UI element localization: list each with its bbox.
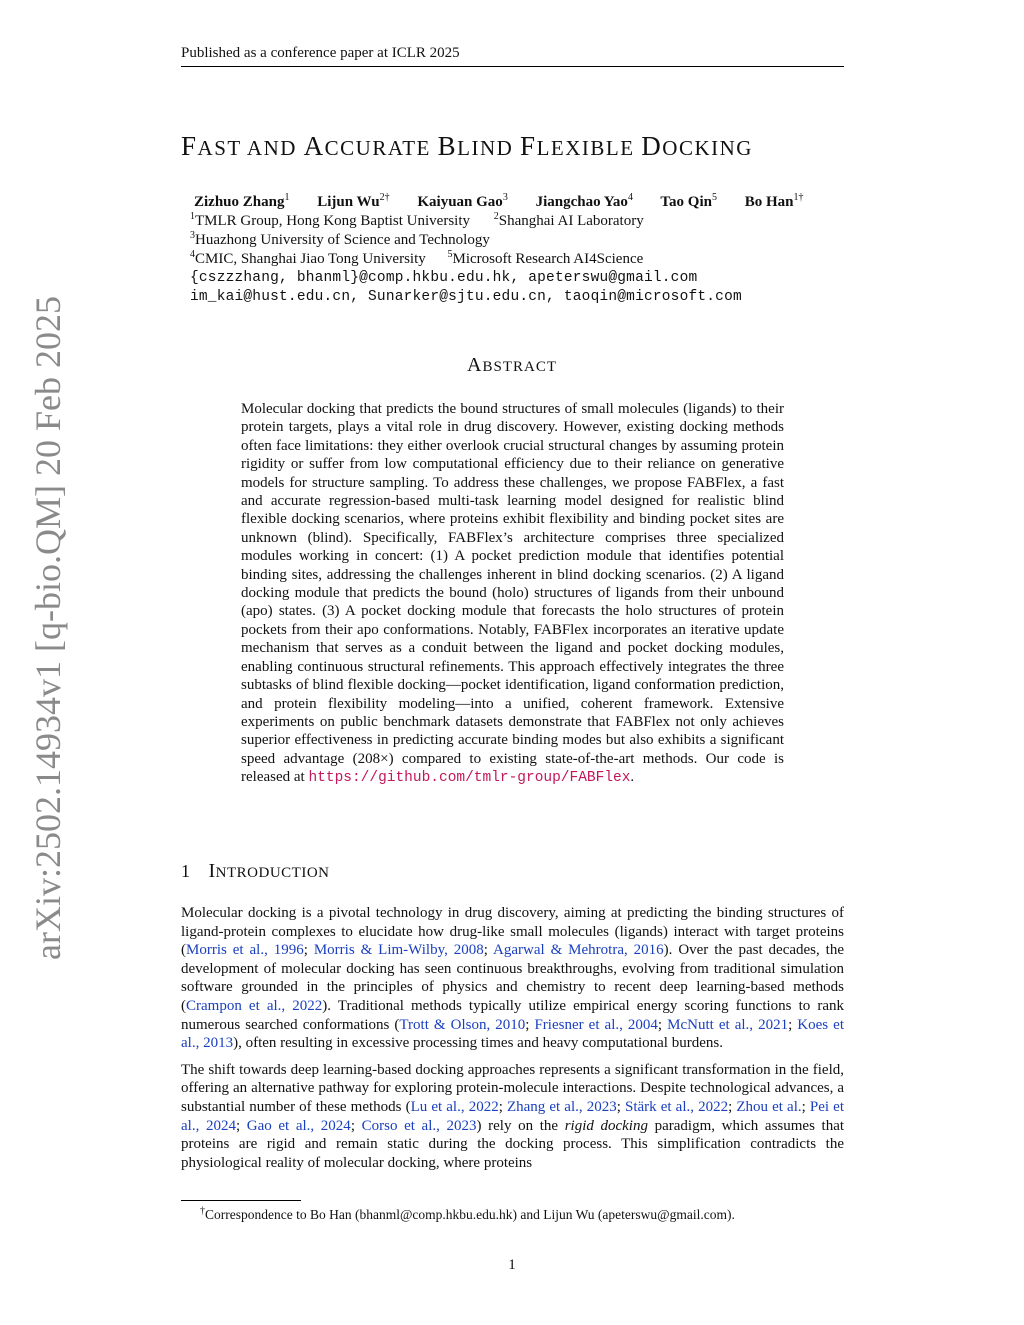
introduction-body — [181, 904, 844, 1180]
footnote-divider — [181, 1200, 301, 1201]
citation-link[interactable]: Pei et al., 2024 — [181, 1098, 844, 1134]
citation-link[interactable]: McNutt et al., 2021 — [667, 1016, 789, 1033]
affiliation-line: $^3$Huazhong University of Science and Technology — [190, 230, 490, 248]
citation-link[interactable]: Corso et al., 2023 — [361, 1117, 477, 1134]
citation-link[interactable]: Koes et al., 2013 — [181, 1016, 844, 1052]
citation-link[interactable]: Morris et al., 1996 — [186, 942, 304, 959]
arxiv-watermark: arXiv:2502.14934v1 [q-bio.QM] 20 Feb 2025 — [28, 296, 68, 960]
citation-link[interactable]: Friesner et al., 2004 — [534, 1016, 658, 1033]
footnote: †Correspondence to Bo Han (bhanml@comp.hkbu.edu.hk) and Lijun Wu (apeterswu@gmail.com). — [200, 1205, 735, 1222]
page-number: 1 — [508, 1257, 516, 1273]
citation-link[interactable]: Zhang et al., 2023 — [506, 1098, 617, 1115]
author: Zizhuo Zhang$^1$ — [194, 192, 290, 210]
author: Bo Han$^{1\dagger}$ — [744, 192, 804, 210]
citation-link[interactable]: Morris & Lim-Wilby, 2008 — [313, 942, 484, 959]
abstract-body: Molecular docking that predicts the bound structures of small molecules (ligands) to their protein targets, plays a vital role in drug discovery. However, existing docking methods often face limitations: they either overlook crucial structural changes by assuming protein rigidity or suffer from low computational efficiency due to their reliance on generative models for structure sampling. To address these challenges, we propose FABFlex, a fast and accurate regression-based multi-task learning model designed for realistic blind flexible docking scenarios, where proteins exhibit flexibility and binding pocket sites are unknown (blind). Specifically, FABFlex’s architecture comprises three specialized modules working in concert: (1) A pocket prediction module that identifies potential binding sites, addressing the challenges inherent in blind docking scenarios. (2) A ligand docking module that predicts the bound (holo) structures of ligands from their unbound (apo) states. (3) A pocket docking module that forecasts the holo structures of protein pockets from their apo conformations. Notably, FABFlex incorporates an iterative update mechanism that serves as a conduit between the ligand and pocket docking modules, enabling continuous structural refinements. This approach effectively integrates the three subtasks of blind flexible docking—pocket identification, ligand conformation prediction, and protein flexibility modeling—into a unified, coherent framework. Extensive experiments on public benchmark datasets demonstrate that FABFlex not only achieves superior effectiveness in predicting accurate binding modes but also exhibits a significant speed advantage (208×) compared to existing state-of-the-art methods. Our code is released at https://github.com/tmlr-group/FABFlex. — [241, 401, 784, 787]
paragraph: The shift towards deep learning-based docking approaches represents a significant transformation in the field, offering an alternative pathway for exploring protein-molecule interactions. Despite technological advances, a substantial number of these methods (Lu et al., 2022; Zhang et al., 2023; Stärk et al., 2022; Zhou et al.; Pei et al., 2024; Gao et al., 2024; Corso et al., 2023) rely on the rigid docking paradigm, which assumes that proteins are rigid and remain static during the docking process. This simplification contradicts the physiological reality of molecular docking, where proteins — [181, 1061, 845, 1171]
code-link[interactable]: https://github.com/tmlr-group/FABFlex — [308, 770, 631, 787]
abstract-heading: ABSTRACT — [467, 354, 557, 376]
email-line: im_kai@hust.edu.cn, Sunarker@sjtu.edu.cn, taoqin@microsoft.com — [190, 289, 742, 305]
citation-link[interactable]: Stärk et al., 2022 — [625, 1098, 729, 1115]
affiliation-line: $^1$TMLR Group, Hong Kong Baptist University $^2$Shanghai AI Laboratory — [190, 211, 644, 229]
citation-link[interactable]: Agarwal & Mehrotra, 2016 — [493, 942, 664, 959]
citation-link[interactable]: Lu et al., 2022 — [410, 1098, 499, 1115]
author: Tao Qin$^5$ — [660, 192, 717, 210]
email-line: {cszzzhang, bhanml}@comp.hkbu.edu.hk, apeterswu@gmail.com — [190, 270, 698, 286]
running-header: Published as a conference paper at ICLR 2025 — [181, 44, 844, 67]
author: Jiangchao Yao$^4$ — [535, 192, 633, 210]
author: Lijun $Wu^{2\dagger}$ — [317, 192, 390, 210]
citation-link[interactable]: Crampon et al., 2022 — [186, 997, 323, 1014]
citation-link[interactable]: Gao et al., 2024 — [246, 1117, 351, 1134]
author: Kaiyuan Gao$^3$ — [417, 192, 508, 210]
author-block — [190, 192, 854, 307]
author-list — [194, 193, 854, 212]
affiliation-line: $^4$CMIC, Shanghai Jiao Tong University $^5$Microsoft Research AI4Science — [190, 249, 644, 267]
paper-title: FAST AND ACCURATE BLIND FLEXIBLE DOCKING — [181, 131, 753, 161]
paragraph: Molecular docking is a pivotal technology in drug discovery, aiming at predicting the binding structures of ligand-protein complexes to elucidate how drug-like small molecules (ligands) interact with target proteins (Morris et al., 1996; Morris & Lim-Wilby, 2008; Agarwal & Mehrotra, 2016). Over the past decades, the development of molecular docking has seen continuous breakthroughs, evolving from traditional simulation software grounded in the principles of physics and chemistry to recent deep learning-based methods (Crampon et al., 2022). Traditional methods typically utilize empirical energy scoring functions to rank numerous searched conformations (Trott & Olson, 2010; Friesner et al., 2004; McNutt et al., 2021; Koes et al., 2013), often resulting in excessive processing times and heavy computational burdens. — [181, 905, 845, 1052]
section-heading-introduction: 1 INTRODUCTION — [181, 860, 330, 882]
citation-link[interactable]: Trott & Olson, 2010 — [399, 1016, 526, 1033]
citation-link[interactable]: Zhou et al. — [736, 1098, 802, 1115]
